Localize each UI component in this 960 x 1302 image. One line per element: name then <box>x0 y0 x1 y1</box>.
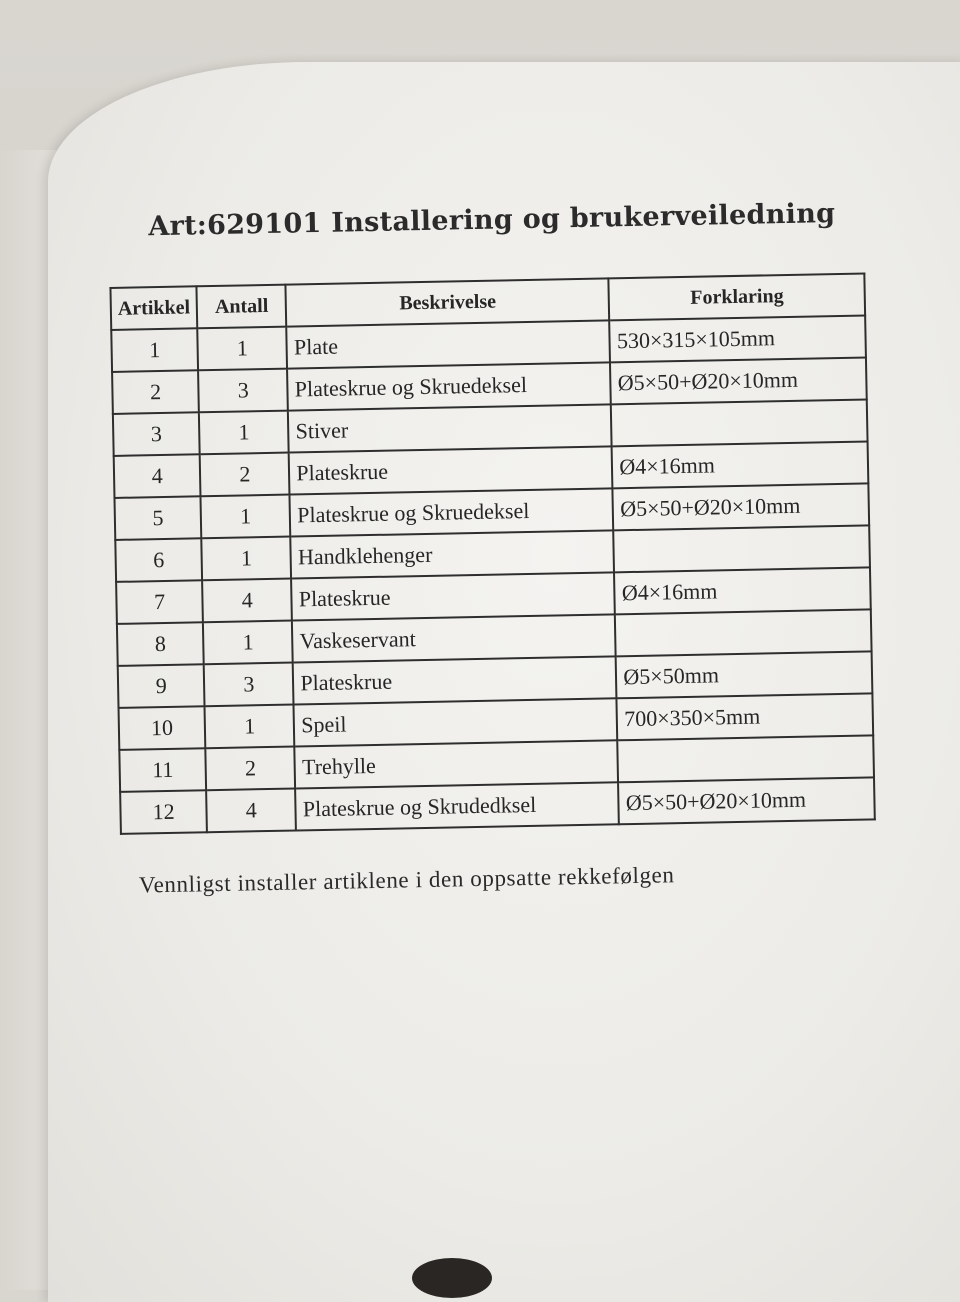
cell-article: 10 <box>119 706 206 750</box>
cell-description: Stiver <box>288 404 612 452</box>
manual-page <box>48 62 960 1302</box>
cell-description: Plate <box>287 320 611 368</box>
cell-explanation <box>615 609 871 656</box>
cell-description: Plateskrue <box>291 572 615 620</box>
shadow-shape <box>412 1258 492 1298</box>
header-description: Beskrivelse <box>286 278 610 326</box>
cell-explanation: Ø5×50mm <box>616 651 872 698</box>
document-title: Art:629101 Installering og brukerveiledning <box>147 198 836 243</box>
cell-explanation: Ø4×16mm <box>614 567 870 614</box>
cell-description: Plateskrue <box>293 656 617 704</box>
cell-quantity: 1 <box>205 705 295 749</box>
cell-explanation: Ø5×50+Ø20×10mm <box>610 357 866 404</box>
cell-quantity: 1 <box>203 621 293 665</box>
cell-description: Vaskeservant <box>292 614 616 662</box>
cell-article: 7 <box>116 580 203 624</box>
cell-article: 11 <box>119 748 206 792</box>
cell-explanation: Ø5×50+Ø20×10mm <box>613 483 869 530</box>
cell-article: 4 <box>114 454 201 498</box>
cell-quantity: 3 <box>204 663 294 707</box>
cell-article: 2 <box>112 370 199 414</box>
header-explanation: Forklaring <box>609 273 865 320</box>
cell-article: 12 <box>120 790 207 834</box>
page-content <box>108 197 901 899</box>
cell-quantity: 4 <box>202 579 292 623</box>
cell-description: Plateskrue og Skrudedksel <box>295 782 619 830</box>
cell-quantity: 1 <box>201 495 291 539</box>
cell-description: Trehylle <box>295 740 619 788</box>
cell-explanation: 530×315×105mm <box>610 315 866 362</box>
cell-explanation: Ø4×16mm <box>612 441 868 488</box>
cell-description: Plateskrue <box>289 446 613 494</box>
cell-description: Speil <box>294 698 618 746</box>
cell-article: 9 <box>118 664 205 708</box>
cell-description: Plateskrue og Skruedeksel <box>290 488 614 536</box>
header-article: Artikkel <box>110 286 197 330</box>
cell-article: 8 <box>117 622 204 666</box>
cell-explanation <box>611 399 867 446</box>
cell-quantity: 4 <box>206 789 296 833</box>
cell-article: 5 <box>114 496 201 540</box>
cell-quantity: 3 <box>198 369 288 413</box>
cell-quantity: 1 <box>201 537 291 581</box>
cell-quantity: 2 <box>206 747 296 791</box>
cell-description: Handklehenger <box>291 530 615 578</box>
cell-description: Plateskrue og Skruedeksel <box>287 362 611 410</box>
installation-note: Vennligst installer artiklene i den oppsatte rekkefølgen <box>138 862 675 898</box>
cell-article: 3 <box>113 412 200 456</box>
parts-table <box>109 272 875 834</box>
cell-explanation <box>618 735 874 782</box>
cell-quantity: 2 <box>200 453 290 497</box>
header-quantity: Antall <box>197 285 287 329</box>
cell-explanation: Ø5×50+Ø20×10mm <box>618 777 874 824</box>
cell-explanation: 700×350×5mm <box>617 693 873 740</box>
cell-explanation <box>614 525 870 572</box>
cell-quantity: 1 <box>199 411 289 455</box>
cell-article: 1 <box>111 328 198 372</box>
table-body <box>111 315 875 833</box>
cell-quantity: 1 <box>197 327 287 371</box>
cell-article: 6 <box>115 538 202 582</box>
